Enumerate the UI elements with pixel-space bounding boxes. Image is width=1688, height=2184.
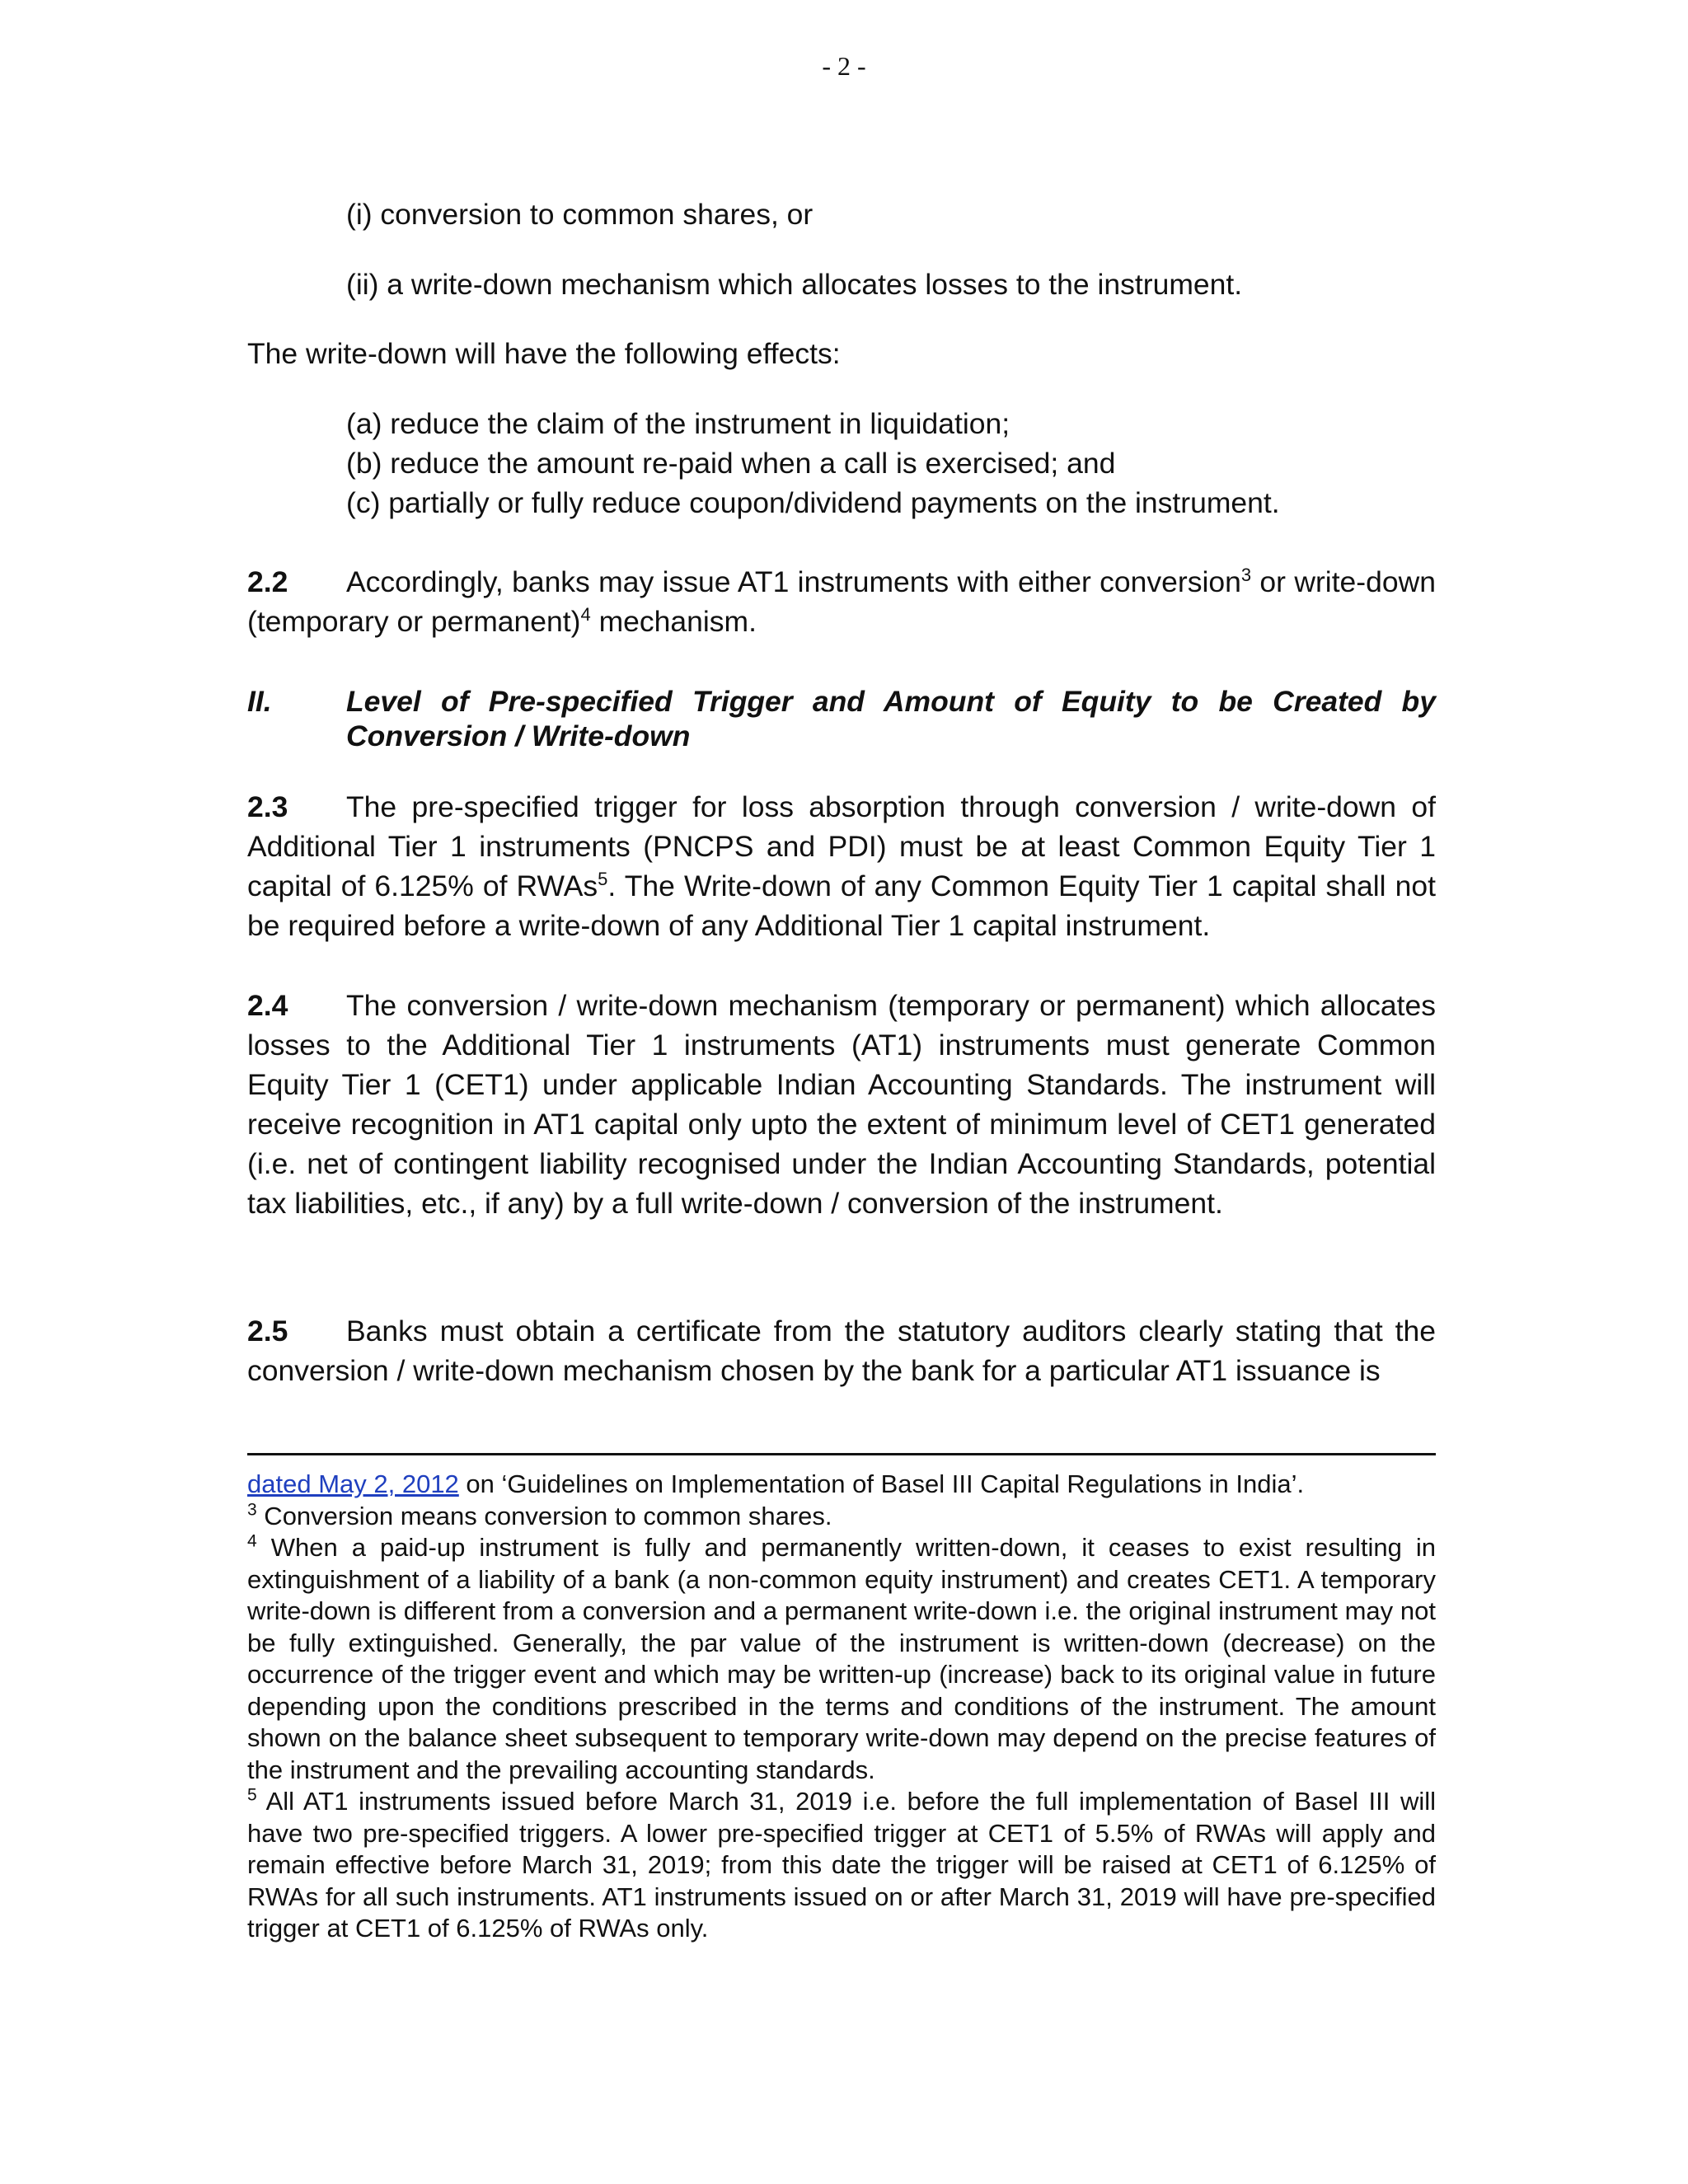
footnotes <box>247 1469 1436 1945</box>
footnote-text: Conversion means conversion to common shares. <box>256 1501 832 1530</box>
paragraph-2-3 <box>247 787 1436 945</box>
footnote-separator <box>247 1453 1436 1455</box>
paragraph-number: 2.2 <box>247 565 288 598</box>
footnote-ref-5: 5 <box>598 869 608 890</box>
paragraph-number: 2.4 <box>247 989 288 1022</box>
page-number: - 2 - <box>822 51 866 81</box>
footnote-text: All AT1 instruments issued before March 31, 2019 i.e. before the full implementation of Basel III will have two pre-specified triggers. A lower pre-specified trigger at CET1 of 5.5% of RWAs will apply and remain effective before March 31, 2019; from this date the trigger will be raised at CET1 of 6.125% of RWAs for all such instruments. AT1 instruments issued on or after March 31, 2019 will have pre-specified trigger at CET1 of 6.125% of RWAs only. <box>247 1787 1436 1943</box>
paragraph-text: or write-down (temporary or permanent) <box>247 565 1436 638</box>
paragraph-number: 2.5 <box>247 1315 288 1347</box>
footnote-text: on ‘Guidelines on Implementation of Basel III Capital Regulations in India’. <box>458 1469 1305 1498</box>
list-item-i: (i) conversion to common shares, or <box>346 198 814 231</box>
footnote-ref-4: 4 <box>580 604 591 626</box>
footnote-mark: 5 <box>247 1785 257 1805</box>
section-heading-II <box>247 684 1436 753</box>
footnote-mark: 4 <box>247 1531 257 1551</box>
footnote-ref-3: 3 <box>1240 565 1252 586</box>
paragraph-2-4 <box>247 986 1436 1223</box>
footnote-5 <box>247 1786 1436 1945</box>
footnote-4 <box>247 1532 1436 1786</box>
list-item-ii: (ii) a write-down mechanism which allocates losses to the instrument. <box>346 268 1243 301</box>
effect-item-a: (a) reduce the claim of the instrument in liquidation; <box>346 407 1010 440</box>
effects-intro: The write-down will have the following effects: <box>247 337 841 370</box>
paragraph-text: Accordingly, banks may issue AT1 instruments with either conversion <box>346 565 1241 598</box>
footnote-3 <box>247 1501 1436 1533</box>
paragraph-text: Banks must obtain a certificate from the statutory auditors clearly stating that the conversion / write-down mechanism chosen by the bank for a particular AT1 issuance is <box>247 1315 1436 1387</box>
effect-item-b: (b) reduce the amount re-paid when a call is exercised; and <box>346 447 1116 480</box>
footnote-mark: 3 <box>247 1500 257 1520</box>
footnote-continuation <box>247 1469 1436 1501</box>
paragraph-text: The pre-specified trigger for loss absorption through conversion / write-down of Additional Tier 1 instruments (PNCPS and PDI) must be at least Common Equity Tier 1 capital of 6.125% of RWAs <box>247 790 1436 902</box>
section-title: Level of Pre-specified Trigger and Amount of Equity to be Created by Conversion / Write-down <box>346 685 1436 752</box>
paragraph-number: 2.3 <box>247 790 288 823</box>
section-numeral: II. <box>247 685 272 718</box>
paragraph-text: . The Write-down of any Common Equity Tier 1 capital shall not be required before a write-down of any Additional Tier 1 capital instrument. <box>247 869 1436 942</box>
paragraph-2-2 <box>247 562 1436 641</box>
paragraph-text: mechanism. <box>590 605 757 638</box>
paragraph-text: The conversion / write-down mechanism (temporary or permanent) which allocates losses to the Additional Tier 1 instruments (AT1) instruments must generate Common Equity Tier 1 (CET1) under applicable Indian Accounting Standards. The instrument will receive recognition in AT1 capital only upto the extent of minimum level of CET1 generated (i.e. net of contingent liability recognised under the Indian Accounting Standards, potential tax liabilities, etc., if any) by a full write-down / conversion of the instrument. <box>247 989 1436 1220</box>
footnote-text: When a paid-up instrument is fully and permanently written-down, it ceases to exist resulting in extinguishment of a liability of a bank (a non-common equity instrument) and creates CET1. A temporary write-down is different from a conversion and a permanent write-down i.e. the original instrument may not be fully extinguished. Generally, the par value of the instrument is written-down (decrease) on the occurrence of the trigger event and which may be written-up (increase) back to its original value in future depending upon the conditions prescribed in the terms and conditions of the instrument. The amount shown on the balance sheet subsequent to temporary write-down may depend on the precise features of the instrument and the prevailing accounting standards. <box>247 1533 1436 1784</box>
paragraph-2-5 <box>247 1311 1436 1390</box>
circular-link[interactable]: dated May 2, 2012 <box>247 1469 459 1498</box>
effect-item-c: (c) partially or fully reduce coupon/dividend payments on the instrument. <box>346 486 1280 519</box>
